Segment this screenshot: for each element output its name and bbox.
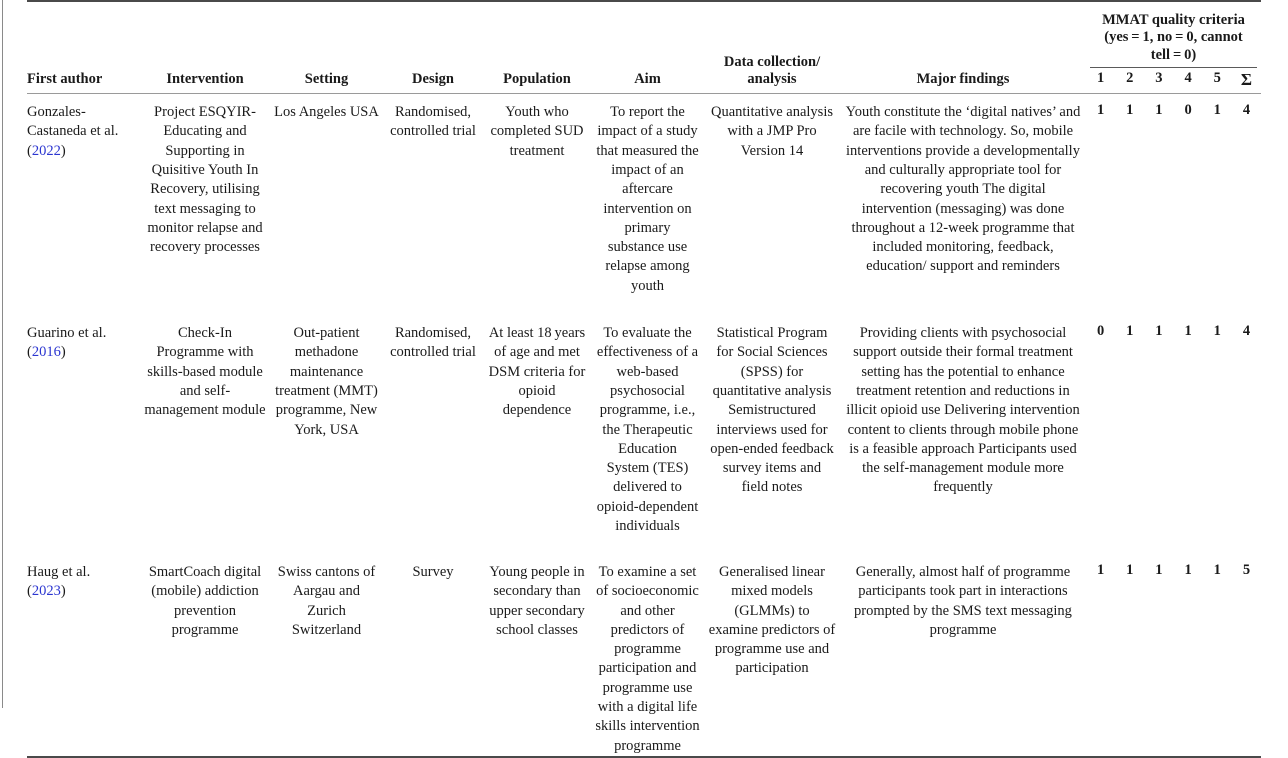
mmat-score-4: 0 [1184, 102, 1192, 119]
cell-mmat-scores [1086, 94, 1261, 315]
header-data-collection-analysis [704, 2, 840, 94]
header-mmat-5: 5 [1213, 70, 1221, 87]
table-row [27, 315, 1261, 554]
cell-first-author [27, 94, 140, 315]
study-characteristics-table [27, 0, 1261, 758]
header-mmat-group [1086, 2, 1261, 94]
table-header-row [27, 2, 1261, 94]
header-design: Design [412, 71, 454, 88]
header-intervention: Intervention [166, 71, 244, 88]
cell-mmat-scores [1086, 554, 1261, 757]
mmat-score-1: 0 [1096, 323, 1105, 340]
mmat-score-2: 1 [1126, 102, 1134, 119]
mmat-score-2: 1 [1126, 562, 1134, 579]
first-author-suffix: ) [60, 583, 66, 600]
header-mmat-2: 2 [1126, 70, 1134, 87]
mmat-score-sum: 4 [1242, 323, 1251, 340]
mmat-score-2: 1 [1126, 323, 1134, 340]
header-data-collection-line1: Data collection/ [723, 53, 821, 70]
table-row [27, 94, 1261, 315]
mmat-score-4: 1 [1184, 562, 1192, 579]
study-characteristics-table-container [27, 0, 1261, 758]
mmat-score-1: 1 [1096, 562, 1105, 579]
first-author-name: Haug et al. ( [27, 564, 91, 600]
mmat-score-5: 1 [1213, 323, 1221, 340]
mmat-score-sum: 5 [1242, 562, 1251, 579]
mmat-score-5: 1 [1213, 102, 1221, 119]
cell-mmat-scores [1086, 315, 1261, 554]
cell-major-findings: Generally, almost half of programme participants took part in interactions prompted by the SMS text messaging programme [854, 564, 1072, 638]
mmat-score-3: 1 [1155, 102, 1163, 119]
mmat-score-sum: 4 [1242, 102, 1251, 119]
cell-first-author [27, 554, 140, 757]
mmat-score-1: 1 [1096, 102, 1105, 119]
cell-population: Youth who completed SUD treatment [490, 104, 584, 159]
cell-design: Survey [412, 564, 454, 581]
mmat-score-3: 1 [1155, 323, 1163, 340]
header-mmat-4: 4 [1184, 70, 1192, 87]
cell-setting: Swiss cantons of Aargau and Zurich Switzerland [277, 564, 376, 638]
header-setting: Setting [304, 71, 349, 88]
cell-aim: To report the impact of a study that measured the impact of an aftercare intervention on primary substance use relapse among youth [596, 104, 699, 294]
header-mmat-title: MMAT quality criteria (yes = 1, no = 0, cannot tell = 0) [1102, 12, 1245, 63]
reference-year-link[interactable]: 2016 [31, 344, 61, 361]
header-mmat-subrow [1086, 68, 1261, 93]
cell-population: At least 18 years of age and met DSM criteria for opioid dependence [488, 325, 586, 419]
cell-first-author [27, 315, 140, 554]
header-first-author: First author [27, 71, 103, 88]
cell-major-findings: Youth constitute the ‘digital natives’ and are facile with technology. So, mobile interventions provide a developmentally and culturally appropriate tool for recovering youth The digital intervention (messaging) was done throughout a 12-week programme that included monitoring, feedback, education/ support and reminders [845, 104, 1081, 275]
cell-data-collection: Statistical Program for Social Sciences (SPSS) for quantitative analysis Semistructured interviews used for open-ended feedback survey items and field notes [710, 325, 834, 496]
first-author-suffix: ) [60, 344, 66, 361]
cell-setting: Los Angeles USA [274, 104, 379, 121]
cell-data-collection: Generalised linear mixed models (GLMMs) to examine predictors of programme use and participation [708, 564, 836, 677]
cell-major-findings: Providing clients with psychosocial support outside their formal treatment setting has the potential to enhance treatment retention and reductions in illicit opioid use Delivering intervention content to clients through mobile phone is a feasible approach Participants used the self-management module more frequently [846, 325, 1080, 496]
header-population: Population [503, 71, 571, 88]
header-data-collection-line2: analysis [747, 71, 797, 88]
header-mmat-sum-sigma: Σ [1240, 70, 1252, 90]
cell-setting: Out-patient methadone maintenance treatment (MMT) programme, New York, USA [275, 325, 378, 438]
first-author-name: Gonzales-Castaneda et al. ( [27, 104, 119, 159]
header-mmat-3: 3 [1155, 70, 1163, 87]
mmat-score-4: 1 [1184, 323, 1192, 340]
reference-year-link[interactable]: 2023 [31, 583, 61, 600]
mmat-score-3: 1 [1155, 562, 1163, 579]
cell-aim: To examine a set of socioeconomic and other predictors of programme participation and programme use with a digital life skills intervention programme [595, 564, 700, 754]
cell-intervention: Project ESQYIR-Educating and Supporting in Quisitive Youth In Recovery, utilising text messaging to monitor relapse and recovery processes [147, 104, 263, 256]
cell-population: Young people in secondary than upper secondary school classes [489, 564, 585, 638]
reference-year-link[interactable]: 2022 [31, 142, 61, 159]
header-major-findings: Major findings [916, 71, 1010, 88]
first-author-name: Guarino et al. ( [27, 325, 107, 361]
cell-design: Randomised, controlled trial [390, 104, 476, 140]
header-mmat-1: 1 [1096, 70, 1105, 87]
cell-aim: To evaluate the effectiveness of a web-based psychosocial programme, i.e., the Therapeutic Education System (TES) delivered to opioid-dependent individuals [596, 325, 699, 534]
table-row [27, 554, 1261, 757]
header-aim: Aim [634, 71, 661, 88]
cell-intervention: Check-In Programme with skills-based module and self-management module [144, 325, 266, 419]
cell-design: Randomised, controlled trial [390, 325, 476, 361]
page-edge-rule [2, 0, 3, 708]
cell-intervention: SmartCoach digital (mobile) addiction prevention programme [148, 564, 262, 638]
cell-data-collection: Quantitative analysis with a JMP Pro Version 14 [710, 104, 833, 159]
first-author-suffix: ) [60, 142, 66, 159]
mmat-score-5: 1 [1213, 562, 1221, 579]
